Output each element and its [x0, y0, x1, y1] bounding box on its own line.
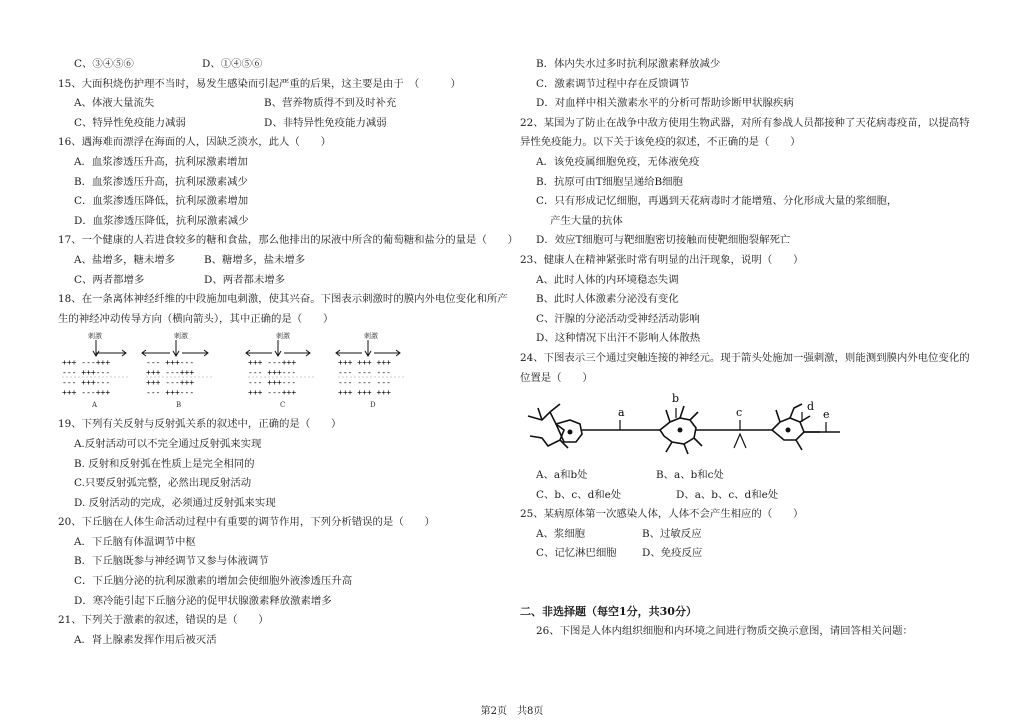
q24-option-a: A、a和b处	[536, 469, 588, 482]
q25-option-c: C、记忆淋巴细胞	[536, 547, 617, 560]
q18-panel-label-b: B	[176, 401, 182, 410]
q18-charge-row: --- +++---	[146, 388, 195, 398]
neuron3-nucleus	[786, 428, 791, 433]
q19-option-b: B. 反射和反射弧在性质上是完全相同的	[74, 457, 255, 470]
q22-stem-line2: 异性免疫能力。以下关于该免疫的叙述，不正确的是（ ）	[520, 136, 801, 149]
q17-options-row1	[58, 251, 510, 271]
q23-option-a: A、此时人体的内环境稳态失调	[536, 273, 679, 286]
q15-option-b: B、营养物质得不到及时补充	[264, 97, 397, 110]
q21-stem: 21、下列关于激素的叙述，错误的是（ ）	[58, 614, 269, 627]
q24-stem-line1: 24、下图表示三个通过突触连接的神经元。现于箭头处施加一强刺激，则能测到膜内外电位变化的	[520, 351, 970, 364]
q17-option-d: D、两者都未增多	[204, 273, 286, 286]
q15-options-row2	[58, 114, 510, 134]
label-c: c	[736, 406, 743, 420]
q18-stim-label-b: 刺激	[174, 332, 188, 341]
q25-option-d: D、免疫反应	[642, 547, 703, 560]
q20-option-c: C．下丘脑分泌的抗利尿激素的增加会使细胞外液渗透压升高	[74, 575, 353, 588]
q18-panel-label-d: D	[370, 401, 376, 410]
neuron1-dendrites	[528, 404, 568, 448]
q18-charge-row: --- +++---	[248, 378, 297, 388]
q15-option-d: D、非特异性免疫能力减弱	[264, 116, 387, 129]
q14-option-d: D、①④⑤⑥	[202, 58, 263, 70]
label-d: d	[807, 400, 815, 414]
right-column	[520, 55, 980, 641]
q24-option-d: D、a、b、c、d和e处	[676, 488, 779, 501]
q24-stem-line2: 位置是（ ）	[520, 371, 593, 384]
q18-charge-row: +++ +++ +++	[338, 388, 391, 398]
q24-option-b: B、a、b和c处	[656, 469, 724, 482]
q25-options-row1	[520, 525, 980, 545]
q24-options-row1	[520, 466, 980, 486]
q18-charge-row: +++ ---+++	[62, 388, 111, 398]
q18-stem-line1: 18、在一条离体神经纤维的中段施加电刺激，使其兴奋。下图表示刺激时的膜内外电位变化和所产	[58, 293, 508, 306]
q18-stim-label-d: 刺激	[364, 332, 378, 341]
q25-option-a: A、浆细胞	[536, 527, 586, 540]
q17-options-row2	[58, 271, 510, 291]
q18-charge-row: --- +++---	[62, 368, 111, 378]
q22-option-c: C．只有形成记忆细胞，再遇到天花病毒时才能增殖、分化形成大量的浆细胞，	[536, 195, 898, 208]
neuron1-nucleus	[568, 430, 573, 435]
q15-option-c: C、特异性免疫能力减弱	[74, 116, 186, 129]
q20-option-b: B．下丘脑既参与神经调节又参与体液调节	[74, 555, 269, 568]
q18-charge-row: --- --- ---	[338, 378, 391, 388]
q25-options-row2	[520, 544, 980, 564]
q18-panel-label-c: C	[280, 401, 286, 410]
q22-option-d: D．效应T细胞可与靶细胞密切接触而使靶细胞裂解死亡	[536, 234, 791, 247]
q19-option-a: A.反射活动可以不完全通过反射弧来实现	[74, 437, 262, 450]
q18-charge-row: --- --- ---	[338, 368, 391, 378]
q24-neuron-diagram	[520, 390, 880, 462]
section-2-heading: 二、非选择题（每空1分，共30分）	[520, 605, 697, 619]
q20-option-d: D．寒冷能引起下丘脑分泌的促甲状腺激素释放激素增多	[74, 594, 332, 607]
q22-option-a: A．该免疫属细胞免疫，无体液免疫	[536, 155, 700, 168]
q20-option-a: A．下丘脑有体温调节中枢	[74, 535, 196, 548]
q25-option-b: B、过敏反应	[642, 527, 702, 540]
q24-option-c: C、b、c、d和e处	[536, 488, 622, 501]
q18-stem-line2: 生的神经冲动传导方向（横向箭头），其中正确的是（ ）	[58, 312, 334, 325]
q21-option-b: B．体内失水过多时抗利尿激素释放减少	[536, 58, 721, 70]
q16-option-b: B．血浆渗透压升高，抗利尿激素减少	[74, 175, 248, 188]
label-e: e	[823, 408, 830, 422]
q26-stem: 26、下图是人体内组织细胞和内环境之间进行物质交换示意图，请回答相关问题：	[536, 624, 913, 637]
q23-option-b: B、此时人体激素分泌没有变化	[536, 293, 679, 306]
q14-options	[58, 55, 510, 75]
q18-stim-label-a: 刺激	[88, 332, 102, 341]
q23-stem: 23、健康人在精神紧张时常有明显的出汗现象，说明（ ）	[520, 253, 804, 266]
q19-option-d: D. 反射活动的完成，必须通过反射弧来实现	[74, 496, 276, 509]
page-footer: 第2页 共8页	[480, 706, 544, 717]
q16-option-a: A．血浆渗透压升高，抗利尿激素增加	[74, 155, 248, 168]
q23-option-d: D、这种情况下出汗不影响人体散热	[536, 332, 701, 345]
q18-charge-row: +++ ---+++	[146, 378, 195, 388]
neuron2-nucleus	[678, 428, 683, 433]
q18-panel-label-a: A	[92, 401, 98, 410]
q21-option-d: D．对血样中相关激素水平的分析可帮助诊断甲状腺疾病	[536, 97, 794, 110]
label-a: a	[618, 406, 625, 420]
q18-charge-row: +++ ---+++	[146, 368, 195, 378]
q18-diagram	[58, 331, 510, 411]
q18-charge-row: +++ +++ +++	[338, 358, 391, 368]
q15-option-a: A、体液大量流失	[74, 97, 155, 110]
q17-stem: 17、一个健康的人若进食较多的糖和食盐，那么他排出的尿液中所含的葡萄糖和盐分的量是（ ）	[58, 234, 519, 247]
q16-stem: 16、遇海难而漂浮在海面的人，因缺乏淡水，此人（ ）	[58, 136, 331, 149]
q21-option-a: A．肾上腺素发挥作用后被灭活	[74, 633, 217, 646]
label-b: b	[672, 392, 680, 406]
q19-option-c: C.只要反射弧完整，必然出现反射活动	[74, 477, 252, 490]
q18-charge-row: --- +++---	[62, 378, 111, 388]
q20-stem: 20、下丘脑在人体生命活动过程中有重要的调节作用，下列分析错误的是（ ）	[58, 516, 435, 529]
q18-figure	[58, 331, 510, 411]
q18-charge-row: --- +++---	[146, 358, 195, 368]
q17-option-a: A、盐增多，糖未增多	[74, 253, 176, 266]
q14-option-c: C、③④⑤⑥	[74, 58, 134, 70]
q18-charge-row: --- +++---	[248, 368, 297, 378]
q22-stem-line1: 22、某国为了防止在战争中敌方使用生物武器，对所有参战人员都接种了天花病毒疫苗，以提高特	[520, 116, 970, 129]
q18-charge-row: +++ ---+++	[62, 358, 111, 368]
q18-charge-row: +++ ---+++	[248, 358, 297, 368]
stimulus-arrow	[734, 434, 746, 448]
q15-options-row1	[58, 94, 510, 114]
q18-charge-row: +++ ---+++	[248, 388, 297, 398]
q24-figure	[520, 390, 980, 462]
q18-stim-label-c: 刺激	[276, 332, 290, 341]
left-column	[58, 55, 519, 650]
q17-option-b: B、糖增多，盐未增多	[204, 253, 306, 266]
q25-stem: 25、某病原体第一次感染人体，人体不会产生相应的（ ）	[520, 508, 804, 521]
q21-option-c: C．激素调节过程中存在反馈调节	[536, 77, 690, 90]
q23-option-c: C、汗腺的分泌活动受神经活动影响	[536, 312, 700, 325]
q16-option-d: D．血浆渗透压降低，抗利尿激素减少	[74, 214, 249, 227]
q22-option-b: B．抗原可由T细胞呈递给B细胞	[536, 175, 683, 188]
q16-option-c: C．血浆渗透压降低，抗利尿激素增加	[74, 195, 249, 208]
q17-option-c: C、两者都增多	[74, 273, 145, 286]
q15-stem: 15、大面积烧伤护理不当时，易发生感染而引起严重的后果，这主要是由于 （ ）	[58, 77, 461, 90]
q19-stem: 19、下列有关反射与反射弧关系的叙述中，正确的是（ ）	[58, 418, 342, 431]
q24-options-row2	[520, 486, 980, 506]
q22-option-c-cont: 产生大量的抗体	[550, 214, 623, 227]
